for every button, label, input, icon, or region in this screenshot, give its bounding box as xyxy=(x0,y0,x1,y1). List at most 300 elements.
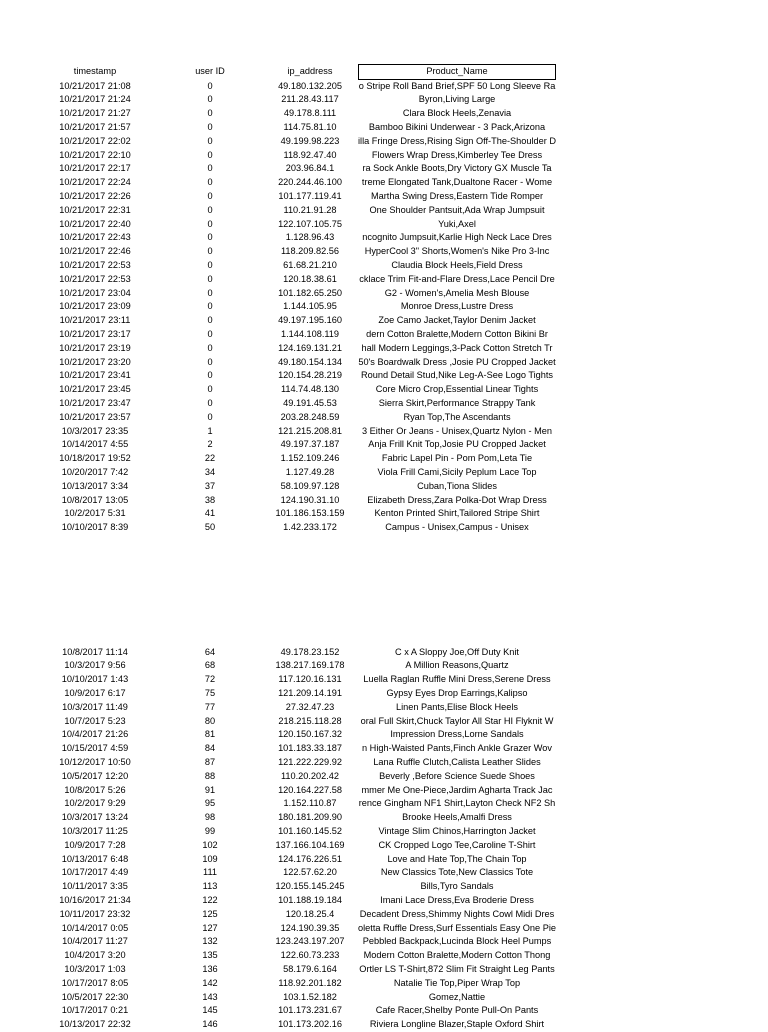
cell-timestamp[interactable]: 10/4/2017 3:20 xyxy=(64,950,126,961)
cell-timestamp[interactable]: 10/2/2017 9:29 xyxy=(64,798,126,809)
cell-user-id[interactable]: 135 xyxy=(202,950,218,961)
cell-user-id[interactable]: 1 xyxy=(207,425,213,436)
cell-timestamp[interactable]: 10/21/2017 22:24 xyxy=(59,177,131,188)
cell-product-name[interactable]: 50's Boardwalk Dress ,Josie PU Cropped Jacket xyxy=(358,356,556,367)
cell-timestamp[interactable]: 10/8/2017 11:14 xyxy=(62,646,128,657)
table-row xyxy=(0,880,768,894)
cell-user-id[interactable]: 0 xyxy=(207,94,213,105)
cell-ip-address[interactable]: 1.144.105.95 xyxy=(283,301,337,312)
table-row xyxy=(0,853,768,867)
cell-product-name[interactable]: Gomez,Nattie xyxy=(428,991,486,1002)
cell-product-name[interactable]: Linen Pants,Elise Block Heels xyxy=(395,701,519,712)
cell-product-name[interactable]: HyperCool 3" Shorts,Women's Nike Pro 3-Inc xyxy=(364,246,550,257)
cell-ip-address[interactable]: 101.188.19.184 xyxy=(278,894,342,905)
cell-timestamp[interactable]: 10/13/2017 22:32 xyxy=(59,1019,131,1030)
cell-ip-address[interactable]: 110.21.91.28 xyxy=(283,204,337,215)
cell-timestamp[interactable]: 10/21/2017 23:19 xyxy=(59,342,131,353)
table-row xyxy=(0,991,768,1005)
table-row xyxy=(0,797,768,811)
cell-product-name[interactable]: Round Detail Stud,Nike Leg-A-See Logo Tights xyxy=(360,370,554,381)
cell-user-id[interactable]: 0 xyxy=(207,397,213,408)
cell-product-name[interactable]: Impression Dress,Lorne Sandals xyxy=(390,729,524,740)
table-row xyxy=(0,770,768,784)
cell-user-id[interactable]: 113 xyxy=(202,881,218,892)
cell-ip-address[interactable]: 120.164.227.58 xyxy=(278,784,342,795)
cell-ip-address[interactable]: 138.217.169.178 xyxy=(275,660,345,671)
table-row xyxy=(0,300,768,314)
cell-timestamp[interactable]: 10/10/2017 1:43 xyxy=(61,674,129,685)
cell-product-name[interactable]: oral Full Skirt,Chuck Taylor All Star HI Flyknit W xyxy=(360,715,554,726)
cell-timestamp[interactable]: 10/3/2017 23:35 xyxy=(61,425,129,436)
cell-timestamp[interactable]: 10/17/2017 0:21 xyxy=(61,1005,129,1016)
table-row xyxy=(0,1004,768,1018)
cell-user-id[interactable]: 0 xyxy=(207,204,213,215)
cell-timestamp[interactable]: 10/5/2017 12:20 xyxy=(61,770,129,781)
cell-ip-address[interactable]: 101.173.231.67 xyxy=(278,1005,342,1016)
cell-user-id[interactable]: 88 xyxy=(204,770,216,781)
cell-ip-address[interactable]: 124.190.31.10 xyxy=(280,494,340,505)
table-row xyxy=(0,135,768,149)
cell-user-id[interactable]: 34 xyxy=(204,466,216,477)
cell-user-id[interactable]: 0 xyxy=(207,301,213,312)
cell-ip-address[interactable]: 1.152.110.87 xyxy=(283,798,337,809)
cell-ip-address[interactable]: 101.182.65.250 xyxy=(278,287,342,298)
table-row xyxy=(0,811,768,825)
cell-user-id[interactable]: 0 xyxy=(207,273,213,284)
cell-timestamp[interactable]: 10/21/2017 22:46 xyxy=(59,246,131,257)
cell-timestamp[interactable]: 10/21/2017 21:24 xyxy=(59,94,131,105)
cell-user-id[interactable]: 81 xyxy=(204,729,216,740)
cell-product-name[interactable]: G2 - Women's,Amelia Mesh Blouse xyxy=(384,287,530,298)
table-row xyxy=(0,659,768,673)
cell-ip-address[interactable]: 124.176.226.51 xyxy=(278,853,342,864)
table-row xyxy=(0,494,768,508)
header-product-name[interactable]: Product_Name xyxy=(358,64,556,80)
table-row xyxy=(0,687,768,701)
cell-product-name[interactable]: Yuki,Axel xyxy=(438,218,476,229)
cell-user-id[interactable]: 80 xyxy=(204,715,216,726)
cell-timestamp[interactable]: 10/9/2017 7:28 xyxy=(64,839,126,850)
cell-user-id[interactable]: 0 xyxy=(207,108,213,119)
cell-timestamp[interactable]: 10/21/2017 22:31 xyxy=(59,204,131,215)
cell-ip-address[interactable]: 122.107.105.75 xyxy=(278,218,342,229)
cell-timestamp[interactable]: 10/21/2017 23:57 xyxy=(59,411,131,422)
cell-ip-address[interactable]: 180.181.209.90 xyxy=(278,812,342,823)
cell-user-id[interactable]: 122 xyxy=(202,894,218,905)
cell-timestamp[interactable]: 10/10/2017 8:39 xyxy=(61,522,129,533)
cell-timestamp[interactable]: 10/4/2017 11:27 xyxy=(62,936,128,947)
cell-timestamp[interactable]: 10/14/2017 4:55 xyxy=(61,439,129,450)
cell-timestamp[interactable]: 10/21/2017 23:45 xyxy=(59,384,131,395)
cell-product-name[interactable]: One Shoulder Pantsuit,Ada Wrap Jumpsuit xyxy=(369,204,545,215)
cell-product-name[interactable]: Brooke Heels,Amalfi Dress xyxy=(402,812,512,823)
cell-timestamp[interactable]: 10/8/2017 13:05 xyxy=(61,494,129,505)
cell-user-id[interactable]: 84 xyxy=(204,743,216,754)
cell-ip-address[interactable]: 122.57.62.20 xyxy=(283,867,337,878)
cell-user-id[interactable]: 0 xyxy=(207,135,213,146)
table-row xyxy=(0,949,768,963)
table-row xyxy=(0,438,768,452)
cell-user-id[interactable]: 50 xyxy=(204,522,216,533)
cell-ip-address[interactable]: 203.28.248.59 xyxy=(280,411,340,422)
cell-product-name[interactable]: Bills,Tyro Sandals xyxy=(420,881,494,892)
table-row xyxy=(0,176,768,190)
cell-user-id[interactable]: 0 xyxy=(207,190,213,201)
cell-ip-address[interactable]: 121.222.229.92 xyxy=(278,756,342,767)
cell-ip-address[interactable]: 122.60.73.233 xyxy=(280,950,340,961)
cell-user-id[interactable]: 0 xyxy=(207,370,213,381)
cell-timestamp[interactable]: 10/16/2017 21:34 xyxy=(59,894,131,905)
header-ip-address[interactable]: ip_address xyxy=(287,66,333,76)
cell-timestamp[interactable]: 10/21/2017 23:47 xyxy=(59,397,131,408)
table-row xyxy=(0,935,768,949)
cell-user-id[interactable]: 0 xyxy=(207,163,213,174)
cell-user-id[interactable]: 0 xyxy=(207,328,213,339)
cell-product-name[interactable]: CK Cropped Logo Tee,Caroline T-Shirt xyxy=(378,839,536,850)
cell-timestamp[interactable]: 10/17/2017 8:05 xyxy=(61,977,129,988)
table-row xyxy=(0,480,768,494)
cell-product-name[interactable]: n High-Waisted Pants,Finch Ankle Grazer Wov xyxy=(362,743,552,754)
cell-user-id[interactable]: 125 xyxy=(202,908,218,919)
cell-ip-address[interactable]: 49.180.132.205 xyxy=(278,80,342,91)
cell-ip-address[interactable]: 49.178.8.111 xyxy=(283,108,337,119)
cell-user-id[interactable]: 132 xyxy=(202,936,218,947)
table-row xyxy=(0,273,768,287)
cell-timestamp[interactable]: 10/4/2017 21:26 xyxy=(61,729,129,740)
cell-ip-address[interactable]: 101.177.119.41 xyxy=(278,190,342,201)
cell-timestamp[interactable]: 10/8/2017 5:26 xyxy=(64,784,126,795)
cell-user-id[interactable]: 0 xyxy=(207,149,213,160)
cell-product-name[interactable]: Campus - Unisex,Campus - Unisex xyxy=(385,522,529,533)
cell-user-id[interactable]: 146 xyxy=(202,1019,218,1030)
cell-ip-address[interactable]: 1.152.109.246 xyxy=(280,453,340,464)
cell-ip-address[interactable]: 49.197.37.187 xyxy=(280,439,340,450)
cell-product-name[interactable]: Kenton Printed Shirt,Tailored Stripe Shirt xyxy=(374,508,540,519)
cell-product-name[interactable]: hall Modern Leggings,3-Pack Cotton Stretch Tr xyxy=(361,342,553,353)
table-row xyxy=(0,866,768,880)
cell-product-name[interactable]: Core Micro Crop,Essential Linear Tights xyxy=(375,384,539,395)
table-row xyxy=(0,107,768,121)
cell-ip-address[interactable]: 118.209.82.56 xyxy=(280,246,340,257)
table-row xyxy=(0,121,768,135)
cell-ip-address[interactable]: 118.92.201.182 xyxy=(278,977,342,988)
cell-user-id[interactable]: 111 xyxy=(203,867,217,878)
cell-product-name[interactable]: Love and Hate Top,The Chain Top xyxy=(387,853,527,864)
table-row xyxy=(0,93,768,107)
table-row xyxy=(0,452,768,466)
cell-product-name[interactable]: Bamboo Bikini Underwear - 3 Pack,Arizona xyxy=(368,121,546,132)
cell-ip-address[interactable]: 58.179.6.164 xyxy=(283,963,337,974)
cell-user-id[interactable]: 38 xyxy=(204,494,216,505)
cell-product-name[interactable]: Martha Swing Dress,Eastern Tide Romper xyxy=(370,190,544,201)
cell-user-id[interactable]: 75 xyxy=(204,687,216,698)
table-row xyxy=(0,397,768,411)
cell-product-name[interactable]: Beverly ,Before Science Suede Shoes xyxy=(379,770,535,781)
cell-ip-address[interactable]: 118.92.47.40 xyxy=(283,149,337,160)
cell-timestamp[interactable]: 10/7/2017 5:23 xyxy=(64,715,126,726)
header-user-id[interactable]: user ID xyxy=(195,66,225,76)
cell-ip-address[interactable]: 121.209.14.191 xyxy=(278,687,342,698)
cell-timestamp[interactable]: 10/21/2017 23:04 xyxy=(59,287,131,298)
cell-timestamp[interactable]: 10/2/2017 5:31 xyxy=(64,508,126,519)
cell-product-name[interactable]: Gypsy Eyes Drop Earrings,Kalipso xyxy=(386,687,528,698)
cell-ip-address[interactable]: 117.120.16.131 xyxy=(278,674,342,685)
table-row xyxy=(0,756,768,770)
cell-product-name[interactable]: treme Elongated Tank,Dualtone Racer - Wome xyxy=(361,177,553,188)
cell-user-id[interactable]: 0 xyxy=(207,80,213,91)
table-row xyxy=(0,784,768,798)
cell-product-name[interactable]: Clara Block Heels,Zenavia xyxy=(402,108,512,119)
cell-product-name[interactable]: Elizabeth Dress,Zara Polka-Dot Wrap Dress xyxy=(367,494,547,505)
cell-ip-address[interactable]: 124.190.39.35 xyxy=(280,922,340,933)
cell-ip-address[interactable]: 218.215.118.28 xyxy=(278,715,342,726)
cell-product-name[interactable]: Modern Cotton Bralette,Modern Cotton Thong xyxy=(363,950,551,961)
cell-product-name[interactable]: Viola Frill Cami,Sicily Peplum Lace Top xyxy=(377,466,537,477)
cell-timestamp[interactable]: 10/21/2017 23:20 xyxy=(59,356,131,367)
table-row xyxy=(0,259,768,273)
cell-user-id[interactable]: 127 xyxy=(202,922,218,933)
cell-product-name[interactable]: Zoe Camo Jacket,Taylor Denim Jacket xyxy=(378,315,536,326)
table-row xyxy=(0,908,768,922)
table-row xyxy=(0,673,768,687)
cell-ip-address[interactable]: 120.150.167.32 xyxy=(278,729,342,740)
cell-ip-address[interactable]: 211.28.43.117 xyxy=(281,94,339,105)
cell-timestamp[interactable]: 10/12/2017 10:50 xyxy=(59,756,131,767)
cell-user-id[interactable]: 77 xyxy=(204,701,216,712)
table-row xyxy=(0,728,768,742)
cell-timestamp[interactable]: 10/21/2017 22:53 xyxy=(59,259,131,270)
table-row xyxy=(0,701,768,715)
cell-timestamp[interactable]: 10/15/2017 4:59 xyxy=(61,743,129,754)
cell-timestamp[interactable]: 10/3/2017 11:49 xyxy=(62,701,128,712)
cell-user-id[interactable]: 0 xyxy=(207,356,213,367)
cell-product-name[interactable]: Sierra Skirt,Performance Strappy Tank xyxy=(378,397,536,408)
cell-product-name[interactable]: Claudia Block Heels,Field Dress xyxy=(391,259,523,270)
cell-ip-address[interactable]: 114.74.48.130 xyxy=(280,384,340,395)
table-row xyxy=(0,411,768,425)
cell-product-name[interactable]: Byron,Living Large xyxy=(418,94,496,105)
cell-timestamp[interactable]: 10/21/2017 21:57 xyxy=(59,121,131,132)
cell-timestamp[interactable]: 10/21/2017 21:08 xyxy=(59,80,131,91)
cell-ip-address[interactable]: 120.18.38.61 xyxy=(283,273,337,284)
cell-ip-address[interactable]: 101.173.202.16 xyxy=(278,1019,342,1030)
cell-ip-address[interactable]: 1.127.49.28 xyxy=(285,466,335,477)
cell-user-id[interactable]: 0 xyxy=(207,121,213,132)
cell-timestamp[interactable]: 10/20/2017 7:42 xyxy=(61,466,129,477)
table-row xyxy=(0,287,768,301)
cell-product-name[interactable]: A Million Reasons,Quartz xyxy=(405,660,509,671)
cell-product-name[interactable]: Monroe Dress,Lustre Dress xyxy=(400,301,514,312)
cell-timestamp[interactable]: 10/21/2017 23:17 xyxy=(59,328,131,339)
table-row xyxy=(0,742,768,756)
cell-user-id[interactable]: 0 xyxy=(207,218,213,229)
cell-timestamp[interactable]: 10/5/2017 22:30 xyxy=(61,991,129,1002)
table-row xyxy=(0,977,768,991)
cell-timestamp[interactable]: 10/3/2017 1:03 xyxy=(64,963,126,974)
cell-ip-address[interactable]: 103.1.52.182 xyxy=(283,991,337,1002)
cell-ip-address[interactable]: 49.180.154.134 xyxy=(278,356,342,367)
cell-timestamp[interactable]: 10/21/2017 22:53 xyxy=(59,273,131,284)
cell-product-name[interactable]: Anja Frill Knit Top,Josie PU Cropped Jacket xyxy=(368,439,546,450)
table-row xyxy=(0,825,768,839)
cell-product-name[interactable]: dern Cotton Bralette,Modern Cotton Bikini Br xyxy=(366,328,548,339)
table-row xyxy=(0,963,768,977)
cell-user-id[interactable]: 64 xyxy=(204,646,216,657)
table-row xyxy=(0,383,768,397)
cell-product-name[interactable]: cklace Trim Fit-and-Flare Dress,Lace Pencil Dre xyxy=(359,273,555,284)
cell-product-name[interactable]: Cafe Racer,Shelby Ponte Pull-On Pants xyxy=(375,1005,539,1016)
cell-ip-address[interactable]: 1.128.96.43 xyxy=(285,232,335,243)
cell-user-id[interactable]: 99 xyxy=(204,825,216,836)
cell-user-id[interactable]: 0 xyxy=(207,315,213,326)
table-row xyxy=(0,466,768,480)
cell-user-id[interactable]: 72 xyxy=(204,674,216,685)
cell-ip-address[interactable]: 203.96.84.1 xyxy=(285,163,335,174)
table-row xyxy=(0,839,768,853)
cell-product-name[interactable]: Natalie Tie Top,Piper Wrap Top xyxy=(393,977,521,988)
cell-user-id[interactable]: 0 xyxy=(207,232,213,243)
cell-ip-address[interactable]: 58.109.97.128 xyxy=(280,480,340,491)
cell-user-id[interactable]: 145 xyxy=(202,1005,218,1016)
cell-timestamp[interactable]: 10/21/2017 23:11 xyxy=(59,315,131,326)
cell-user-id[interactable]: 95 xyxy=(204,798,216,809)
cell-product-name[interactable]: Lana Ruffle Clutch,Calista Leather Slides xyxy=(373,756,541,767)
cell-ip-address[interactable]: 49.178.23.152 xyxy=(280,646,340,657)
cell-timestamp[interactable]: 10/21/2017 23:09 xyxy=(59,301,131,312)
cell-user-id[interactable]: 0 xyxy=(207,246,213,257)
cell-ip-address[interactable]: 61.68.21.210 xyxy=(283,259,337,270)
cell-user-id[interactable]: 22 xyxy=(204,453,216,464)
cell-timestamp[interactable]: 10/14/2017 0:05 xyxy=(61,922,129,933)
cell-ip-address[interactable]: 137.166.104.169 xyxy=(275,839,345,850)
cell-timestamp[interactable]: 10/21/2017 23:41 xyxy=(59,370,131,381)
cell-user-id[interactable]: 136 xyxy=(202,963,218,974)
cell-ip-address[interactable]: 120.18.25.4 xyxy=(285,908,335,919)
cell-product-name[interactable]: New Classics Tote,New Classics Tote xyxy=(380,867,534,878)
cell-timestamp[interactable]: 10/21/2017 22:17 xyxy=(59,163,131,174)
cell-ip-address[interactable]: 124.169.131.21 xyxy=(278,342,342,353)
cell-product-name[interactable]: Ryan Top,The Ascendants xyxy=(403,411,511,422)
cell-timestamp[interactable]: 10/3/2017 11:25 xyxy=(62,825,128,836)
cell-product-name[interactable]: Ortler LS T-Shirt,872 Slim Fit Straight Leg Pants xyxy=(359,963,555,974)
cell-timestamp[interactable]: 10/9/2017 6:17 xyxy=(64,687,126,698)
cell-user-id[interactable]: 0 xyxy=(207,287,213,298)
cell-user-id[interactable]: 0 xyxy=(207,259,213,270)
cell-ip-address[interactable]: 120.155.145.245 xyxy=(275,881,345,892)
cell-user-id[interactable]: 0 xyxy=(207,411,213,422)
cell-product-name[interactable]: ra Sock Ankle Boots,Dry Victory GX Muscle Ta xyxy=(362,163,552,174)
table-row xyxy=(0,646,768,660)
cell-ip-address[interactable]: 120.154.28.219 xyxy=(278,370,342,381)
cell-product-name[interactable]: mmer Me One-Piece,Jardim Agharta Track Jac xyxy=(361,784,553,795)
cell-product-name[interactable]: rence Gingham NF1 Shirt,Layton Check NF2 Sh xyxy=(358,798,556,809)
cell-ip-address[interactable]: 49.197.195.160 xyxy=(278,315,342,326)
cell-ip-address[interactable]: 49.199.98.223 xyxy=(280,135,340,146)
cell-user-id[interactable]: 0 xyxy=(207,177,213,188)
table-row xyxy=(0,369,768,383)
cell-timestamp[interactable]: 10/11/2017 23:32 xyxy=(59,908,131,919)
cell-product-name[interactable]: Flowers Wrap Dress,Kimberley Tee Dress xyxy=(371,149,543,160)
table-row xyxy=(0,507,768,521)
cell-ip-address[interactable]: 101.183.33.187 xyxy=(278,743,342,754)
cell-timestamp[interactable]: 10/21/2017 22:26 xyxy=(59,190,131,201)
cell-ip-address[interactable]: 123.243.197.207 xyxy=(275,936,345,947)
cell-ip-address[interactable]: 114.75.81.10 xyxy=(283,121,337,132)
cell-timestamp[interactable]: 10/21/2017 21:27 xyxy=(59,108,131,119)
cell-timestamp[interactable]: 10/13/2017 3:34 xyxy=(61,480,129,491)
cell-user-id[interactable]: 68 xyxy=(204,660,216,671)
header-row xyxy=(0,65,768,79)
cell-timestamp[interactable]: 10/11/2017 3:35 xyxy=(62,881,128,892)
cell-ip-address[interactable]: 121.215.208.81 xyxy=(278,425,342,436)
cell-product-name[interactable]: Pebbled Backpack,Lucinda Block Heel Pumps xyxy=(362,936,552,947)
cell-product-name[interactable]: ncognito Jumpsuit,Karlie High Neck Lace Dres xyxy=(362,232,552,243)
cell-user-id[interactable]: 109 xyxy=(202,853,218,864)
cell-ip-address[interactable]: 220.244.46.100 xyxy=(278,177,342,188)
cell-user-id[interactable]: 91 xyxy=(204,784,216,795)
cell-product-name[interactable]: Imani Lace Dress,Eva Broderie Dress xyxy=(380,894,534,905)
table-row xyxy=(0,328,768,342)
cell-user-id[interactable]: 0 xyxy=(207,342,213,353)
table-row xyxy=(0,425,768,439)
cell-timestamp[interactable]: 10/3/2017 13:24 xyxy=(61,812,129,823)
table-row xyxy=(0,149,768,163)
cell-user-id[interactable]: 102 xyxy=(202,839,218,850)
cell-user-id[interactable]: 0 xyxy=(207,384,213,395)
cell-product-name[interactable]: o Stripe Roll Band Brief,SPF 50 Long Sleeve Ra xyxy=(358,80,556,91)
cell-ip-address[interactable]: 110.20.202.42 xyxy=(280,770,340,781)
cell-user-id[interactable]: 41 xyxy=(204,508,216,519)
cell-ip-address[interactable]: 101.160.145.52 xyxy=(278,825,342,836)
cell-ip-address[interactable]: 49.191.45.53 xyxy=(283,397,337,408)
cell-product-name[interactable]: illa Fringe Dress,Rising Sign Off-The-Shoulder D xyxy=(358,135,556,146)
cell-timestamp[interactable]: 10/21/2017 22:10 xyxy=(59,149,131,160)
cell-user-id[interactable]: 142 xyxy=(202,977,218,988)
cell-product-name[interactable]: Vintage Slim Chinos,Harrington Jacket xyxy=(378,825,536,836)
cell-product-name[interactable]: Riviera Longline Blazer,Staple Oxford Shirt xyxy=(369,1019,545,1030)
cell-product-name[interactable]: C x A Sloppy Joe,Off Duty Knit xyxy=(395,646,519,657)
cell-user-id[interactable]: 143 xyxy=(202,991,218,1002)
cell-product-name[interactable]: Cuban,Tiona Slides xyxy=(417,480,497,491)
cell-timestamp[interactable]: 10/21/2017 22:43 xyxy=(59,232,131,243)
cell-user-id[interactable]: 98 xyxy=(204,812,216,823)
cell-timestamp[interactable]: 10/21/2017 22:02 xyxy=(59,135,131,146)
header-timestamp[interactable]: timestamp xyxy=(73,66,117,76)
cell-product-name[interactable]: oletta Ruffle Dress,Surf Essentials Easy One Pie xyxy=(358,922,556,933)
cell-product-name[interactable]: 3 Either Or Jeans - Unisex,Quartz Nylon - Men xyxy=(362,425,552,436)
table-row xyxy=(0,231,768,245)
table-row xyxy=(0,521,768,535)
cell-user-id[interactable]: 87 xyxy=(204,756,216,767)
table-row xyxy=(0,342,768,356)
cell-timestamp[interactable]: 10/18/2017 19:52 xyxy=(59,453,131,464)
cell-user-id[interactable]: 37 xyxy=(204,480,216,491)
cell-ip-address[interactable]: 27.32.47.23 xyxy=(285,701,335,712)
cell-timestamp[interactable]: 10/13/2017 6:48 xyxy=(61,853,129,864)
cell-ip-address[interactable]: 101.186.153.159 xyxy=(275,508,345,519)
cell-timestamp[interactable]: 10/17/2017 4:49 xyxy=(61,867,129,878)
cell-product-name[interactable]: Decadent Dress,Shimmy Nights Cowl Midi Dres xyxy=(359,908,555,919)
cell-product-name[interactable]: Luella Raglan Ruffle Mini Dress,Serene Dress xyxy=(363,674,551,685)
cell-timestamp[interactable]: 10/3/2017 9:56 xyxy=(64,660,126,671)
cell-user-id[interactable]: 2 xyxy=(207,439,213,450)
cell-timestamp[interactable]: 10/21/2017 22:40 xyxy=(59,218,131,229)
cell-ip-address[interactable]: 1.42.233.172 xyxy=(283,522,337,533)
table-row xyxy=(0,356,768,370)
cell-ip-address[interactable]: 1.144.108.119 xyxy=(280,328,340,339)
cell-product-name[interactable]: Fabric Lapel Pin - Pom Pom,Leta Tie xyxy=(381,453,533,464)
table-row xyxy=(0,190,768,204)
